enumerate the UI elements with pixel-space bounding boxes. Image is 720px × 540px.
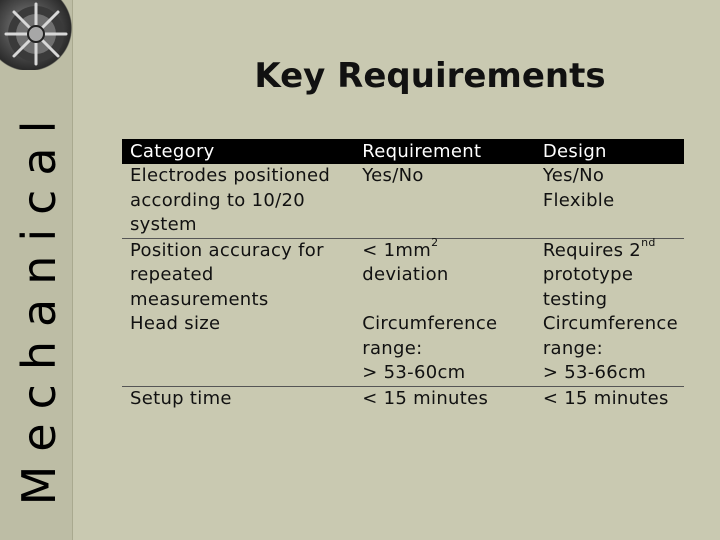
cell-line: Circumference [542,313,678,334]
header-requirement: Requirement [354,139,535,164]
cell-line: range: [362,337,423,359]
table-row [122,386,684,411]
section-label: Mechanical [12,106,66,505]
table-row [122,238,684,312]
cell-line: > 53-66cm [542,362,647,383]
cell-category: Head size [122,312,354,386]
cell-category: Position accuracy for repeated measurements [130,239,324,310]
cell-line: Flexible [542,189,615,211]
cell-design [535,312,684,386]
header-category: Category [122,139,354,164]
cell-requirement [354,312,535,386]
cell-design [535,164,684,238]
superscript: 2 [431,235,439,249]
cell-text: < 1mm [362,239,432,261]
sidebar [0,0,73,540]
cell-line: > 53-60cm [362,362,466,383]
table-header-row [122,139,684,164]
slide-title: Key Requirements [254,56,606,96]
cell-line: Circumference [362,313,498,334]
cell-line: range: [542,337,604,359]
cell-line: Yes/No [542,165,605,186]
cell-text: prototype testing [542,264,634,310]
cell-category: Electrodes positioned according to 10/20 system [122,164,354,238]
cell-category: Setup time [130,387,232,409]
superscript: nd [641,235,656,249]
cell-design: < 15 minutes [542,387,669,409]
mechanical-part-icon [0,0,72,70]
requirements-table [122,139,684,411]
cell-requirement [354,235,535,312]
cell-text: deviation [362,264,449,285]
table-row [122,164,684,238]
cell-design [535,235,684,312]
cell-text: Requires 2 [542,239,642,261]
cell-requirement: < 15 minutes [362,387,489,409]
table-row [122,312,684,386]
cell-requirement: Yes/No [354,164,535,238]
header-design: Design [535,139,684,164]
